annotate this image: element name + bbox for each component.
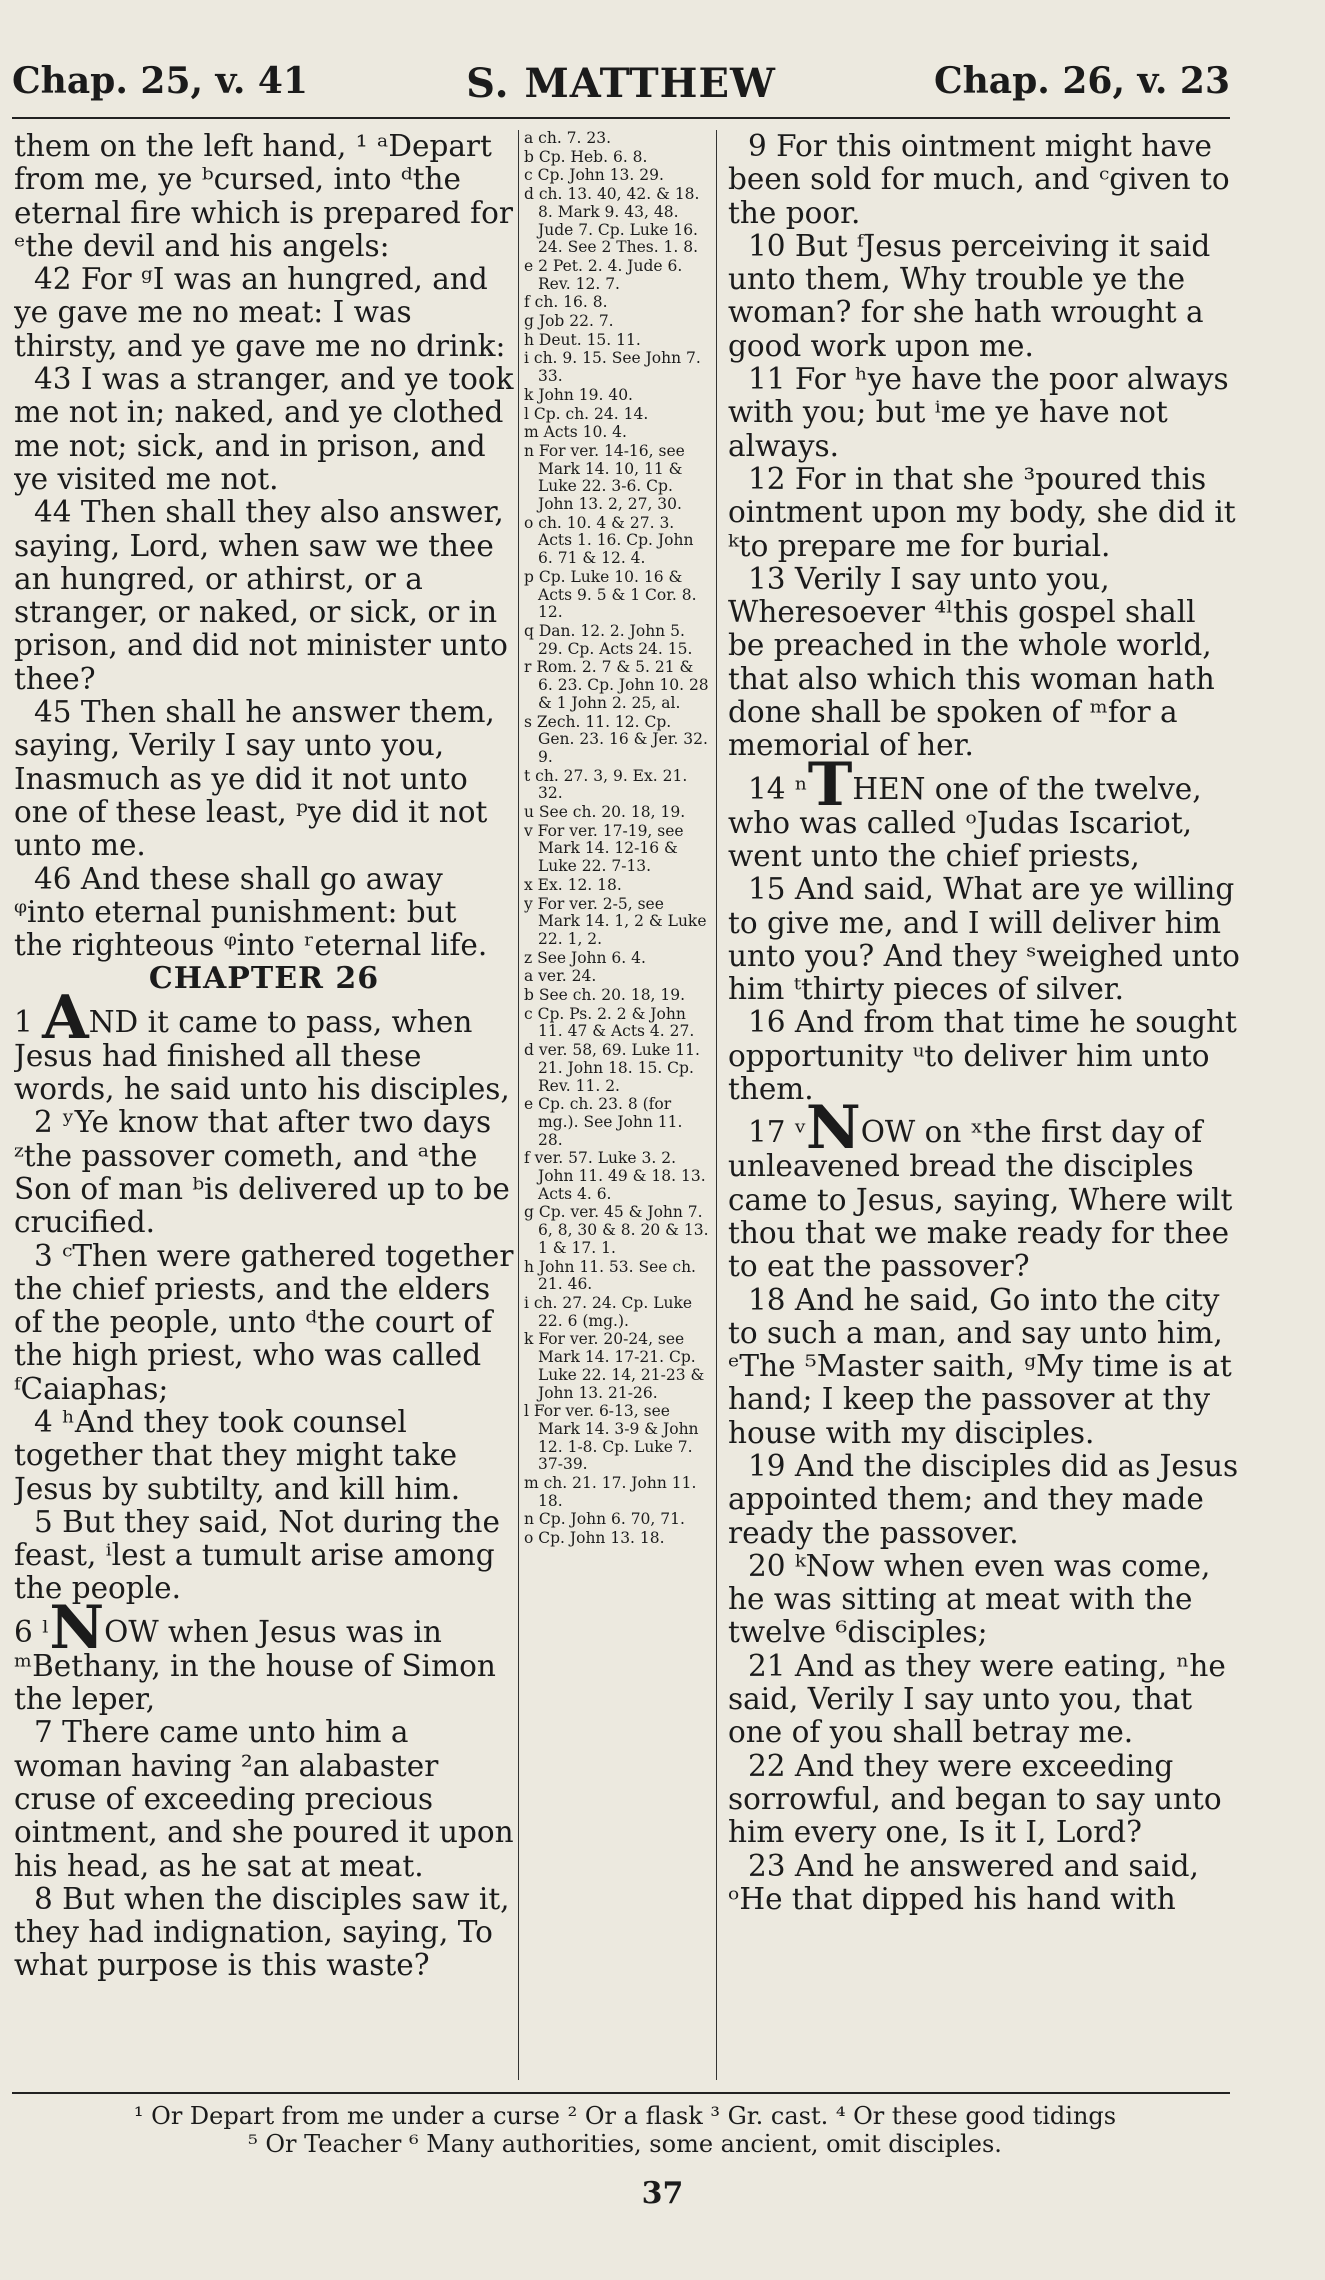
verse-paragraph: 22 And they were exceeding sorrowful, and began to say unto him every one, Is it I, Lord? (728, 1748, 1222, 1850)
cross-reference: a ver. 24. (524, 967, 597, 986)
verse-text: OW when Jesus was in ᵐBethany, in the house of Simon the leper, (14, 1614, 496, 1717)
cross-reference: f ver. 57. Luke 3. 2. John 11. 49 & 18. 13. Acts 4. 6. (524, 1149, 706, 1203)
verse-paragraph: 7 There came unto him a woman having ²an alabaster cruse of exceeding precious ointment, and she poured it upon his head, as he sat at meat. (14, 1715, 514, 1883)
cross-reference: h John 11. 53. See ch. 21. 46. (524, 1257, 696, 1294)
header-right-chapter-verse: Chap. 26, v. 23 (933, 60, 1230, 102)
cross-reference: l Cp. ch. 24. 14. (524, 404, 649, 423)
verse-paragraph: 9 For this ointment might have been sold for much, and ᶜgiven to the poor. (728, 130, 1230, 230)
verse-number: 14 ⁿ (748, 771, 808, 806)
cross-reference: e Cp. ch. 23. 8 (for mg.). See John 11. 28. (524, 1095, 683, 1149)
column-divider (716, 130, 717, 2080)
cross-reference: r Rom. 2. 7 & 5. 21 & 6. 23. Cp. John 10. 28 & 1 John 2. 25, al. (524, 658, 709, 712)
verse-paragraph: 2 ʸYe know that after two days ᶻthe passover cometh, and ᵃthe Son of man ᵇis delivered up to be crucified. (14, 1105, 510, 1240)
drop-cap: N (49, 1592, 105, 1663)
cross-reference: q Dan. 12. 2. John 5. 29. Cp. Acts 24. 15. (524, 621, 693, 658)
cross-reference: c Cp. John 13. 29. (524, 166, 664, 185)
cross-reference: o ch. 10. 4 & 27. 3. Acts 1. 16. Cp. John 6. 71 & 12. 4. (524, 513, 694, 568)
cross-reference-column (524, 130, 710, 2080)
header-left-chapter-verse: Chap. 25, v. 41 (12, 60, 309, 102)
verse-text: OW on ˣthe first day of unleavened bread the disciples came to Jesus, saying, Where wilt thou that we make ready for thee to eat the passover? (728, 1115, 1233, 1284)
cross-reference: a ch. 7. 23. (524, 130, 612, 147)
footnote-line: ⁵ Or Teacher ⁶ Many authorities, some ancient, omit disciples. (248, 2130, 1002, 2158)
cross-reference: b See ch. 20. 18, 19. (524, 986, 686, 1005)
verse-paragraph: 8 But when the disciples saw it, they had indignation, saying, To what purpose is this waste? (14, 1881, 510, 1983)
verse-paragraph (14, 1592, 514, 1717)
verse-text: HEN one of the twelve, who was called ᵒJudas Iscariot, went unto the chief priests, (728, 771, 1202, 873)
footnotes (20, 2102, 1230, 2158)
verse-paragraph: 45 Then shall he answer them, saying, Verily I say unto you, Inasmuch as ye did it not unto one of these least, ᵖye did it not unto me. (14, 695, 495, 863)
verse-number: 17 ᵛ (748, 1115, 806, 1150)
cross-reference: g Job 22. 7. (524, 312, 614, 331)
cross-reference: h Deut. 15. 11. (524, 330, 641, 349)
verse-paragraph (728, 1093, 1240, 1284)
cross-reference: k For ver. 20-24, see Mark 14. 17-21. Cp. Luke 22. 14, 21-23 & John 13. 21-26. (524, 1330, 705, 1402)
verse-paragraph: 12 For in that she ³poured this ointment upon my body, she did it ᵏto prepare me for burial. (728, 461, 1236, 563)
header-rule (12, 117, 1230, 119)
chapter-heading: CHAPTER 26 (148, 961, 380, 997)
cross-reference: i ch. 9. 15. See John 7. 33. (524, 349, 701, 386)
cross-reference: x Ex. 12. 18. (524, 875, 622, 894)
cross-reference: m Acts 10. 4. (524, 423, 627, 442)
verse-paragraph: 4 ʰAnd they took counsel together that they might take Jesus by subtilty, and kill him. (14, 1404, 461, 1506)
cross-reference: p Cp. Luke 10. 16 & Acts 9. 5 & 1 Cor. 8. 12. (524, 567, 697, 622)
verse-paragraph: 42 For ᵍI was an hungred, and ye gave me no meat: I was thirsty, and ye gave me no drink: (14, 262, 506, 363)
footnote-line: ¹ Or Depart from me under a curse ² Or a flask ³ Gr. cast. ⁴ Or these good tidings (133, 2102, 1117, 2130)
cross-reference: t ch. 27. 3, 9. Ex. 21. 32. (524, 766, 688, 803)
footnote-rule (12, 2092, 1230, 2094)
cross-reference: z See John 6. 4. (524, 948, 646, 967)
verse-paragraph: 19 And the disciples did as Jesus appointed them; and they made ready the passover. (728, 1448, 1239, 1550)
verse-paragraph: 43 I was a stranger, and ye took me not in; naked, and ye clothed me not; sick, and in prison, and ye visited me not. (14, 362, 514, 496)
cross-reference: k John 19. 40. (524, 385, 633, 404)
cross-reference: f ch. 16. 8. (524, 293, 608, 312)
cross-reference: n Cp. John 6. 70, 71. (524, 1510, 685, 1529)
cross-reference: m ch. 21. 17. John 11. 18. (524, 1474, 697, 1510)
page-number: 37 (641, 2176, 684, 2211)
column-divider (518, 130, 519, 2080)
cross-reference: g Cp. ver. 45 & John 7. 6, 8, 30 & 8. 20 & 13. 1 & 17. 1. (524, 1203, 709, 1257)
verse-text: ND it came to pass, when Jesus had finished all these words, he said unto his disciples, (14, 1004, 510, 1107)
cross-reference: l For ver. 6-13, see Mark 14. 3-9 & John 12. 1-8. Cp. Luke 7. 37-39. (524, 1402, 699, 1474)
left-text-column (14, 130, 514, 2080)
cross-reference: y For ver. 2-5, see Mark 14. 1, 2 & Luke 22. 1, 2. (524, 894, 707, 948)
cross-reference: n For ver. 14-16, see Mark 14. 10, 11 & Luke 22. 3-6. Cp. John 13. 2, 27, 30. (524, 441, 685, 514)
verse-paragraph: 20 ᵏNow when even was come, he was sitting at meat with the twelve ⁶disciples; (728, 1548, 1211, 1650)
header-book-title: S. MATTHEW (466, 60, 776, 107)
drop-cap: N (805, 1093, 861, 1164)
verse-paragraph: 23 And he answered and said, ᵒHe that dipped his hand with (728, 1848, 1199, 1916)
cross-reference: u See ch. 20. 18, 19. (524, 803, 686, 822)
verse-paragraph: 21 And as they were eating, ⁿhe said, Verily I say unto you, that one of you shall betray me. (728, 1648, 1226, 1750)
verse-paragraph: 46 And these shall go away ᵠinto eternal punishment: but the righteous ᵠinto ʳeternal life. (14, 861, 488, 963)
cross-reference: i ch. 27. 24. Cp. Luke 22. 6 (mg.). (524, 1294, 693, 1330)
verse-paragraph (728, 749, 1240, 874)
verse-paragraph: 13 Verily I say unto you, Wheresoever ⁴ˡthis gospel shall be preached in the whole world, that also which this woman hath done shall be spoken of ᵐfor a memorial of her. (728, 561, 1215, 763)
verse-number: 6 ˡ (14, 1614, 50, 1649)
cross-reference: b Cp. Heb. 6. 8. (524, 147, 648, 166)
verse-paragraph: 15 And said, What are ye willing to give me, and I will deliver him unto you? And they ˢweighed unto him ᵗthirty pieces of silver. (728, 872, 1240, 1007)
verse-number: 1 (14, 1004, 33, 1039)
verse-paragraph: 16 And from that time he sought opportunity ᵘto deliver him unto them. (728, 1005, 1237, 1107)
cross-reference: c Cp. Ps. 2. 2 & John 11. 47 & Acts 4. 27. (524, 1004, 695, 1041)
verse-paragraph: 44 Then shall they also answer, saying, Lord, when saw we thee an hungred, or athirst, or a stranger, or naked, or sick, or in prison, and did not minister unto thee? (14, 495, 508, 696)
verse-paragraph: them on the left hand, ¹ ᵃDepart from me, ye ᵇcursed, into ᵈthe eternal fire which is prepared for ᵉthe devil and his angels: (14, 130, 513, 263)
verse-paragraph: 11 For ʰye have the poor always with you; but ⁱme ye have not always. (728, 362, 1229, 463)
verse-paragraph: 10 But ᶠJesus perceiving it said unto them, Why trouble ye the woman? for she hath wrought a good work upon me. (728, 228, 1211, 363)
cross-reference: e 2 Pet. 2. 4. Jude 6. Rev. 12. 7. (524, 256, 683, 293)
verse-paragraph: 18 And he said, Go into the city to such a man, and say unto him, ᵉThe ⁵Master saith, ᵍMy time is at hand; I keep the passover at thy house with my disciples. (728, 1282, 1232, 1450)
verse-paragraph: 5 But they said, Not during the feast, ⁱlest a tumult arise among the people. (14, 1504, 501, 1606)
right-text-column (728, 130, 1240, 2080)
cross-reference: v For ver. 17-19, see Mark 14. 12-16 & Luke 22. 7-13. (524, 821, 684, 876)
verse-paragraph: 3 ᶜThen were gathered together the chief priests, and the elders of the people, unto ᵈthe court of the high priest, who was called ᶠCaiaphas; (14, 1238, 514, 1406)
verse-paragraph (14, 982, 514, 1107)
drop-cap: T (807, 749, 853, 820)
running-header (12, 60, 1230, 118)
cross-reference: d ver. 58, 69. Luke 11. 21. John 18. 15. Cp. Rev. 11. 2. (524, 1041, 700, 1095)
drop-cap: A (42, 982, 89, 1053)
cross-reference: s Zech. 11. 12. Cp. Gen. 23. 16 & Jer. 32. 9. (524, 712, 708, 766)
cross-reference: d ch. 13. 40, 42. & 18. 8. Mark 9. 43, 48. Jude 7. Cp. Luke 16. 24. See 2 Thes. 1. 8. (524, 185, 700, 257)
cross-reference: o Cp. John 13. 18. (524, 1529, 665, 1548)
